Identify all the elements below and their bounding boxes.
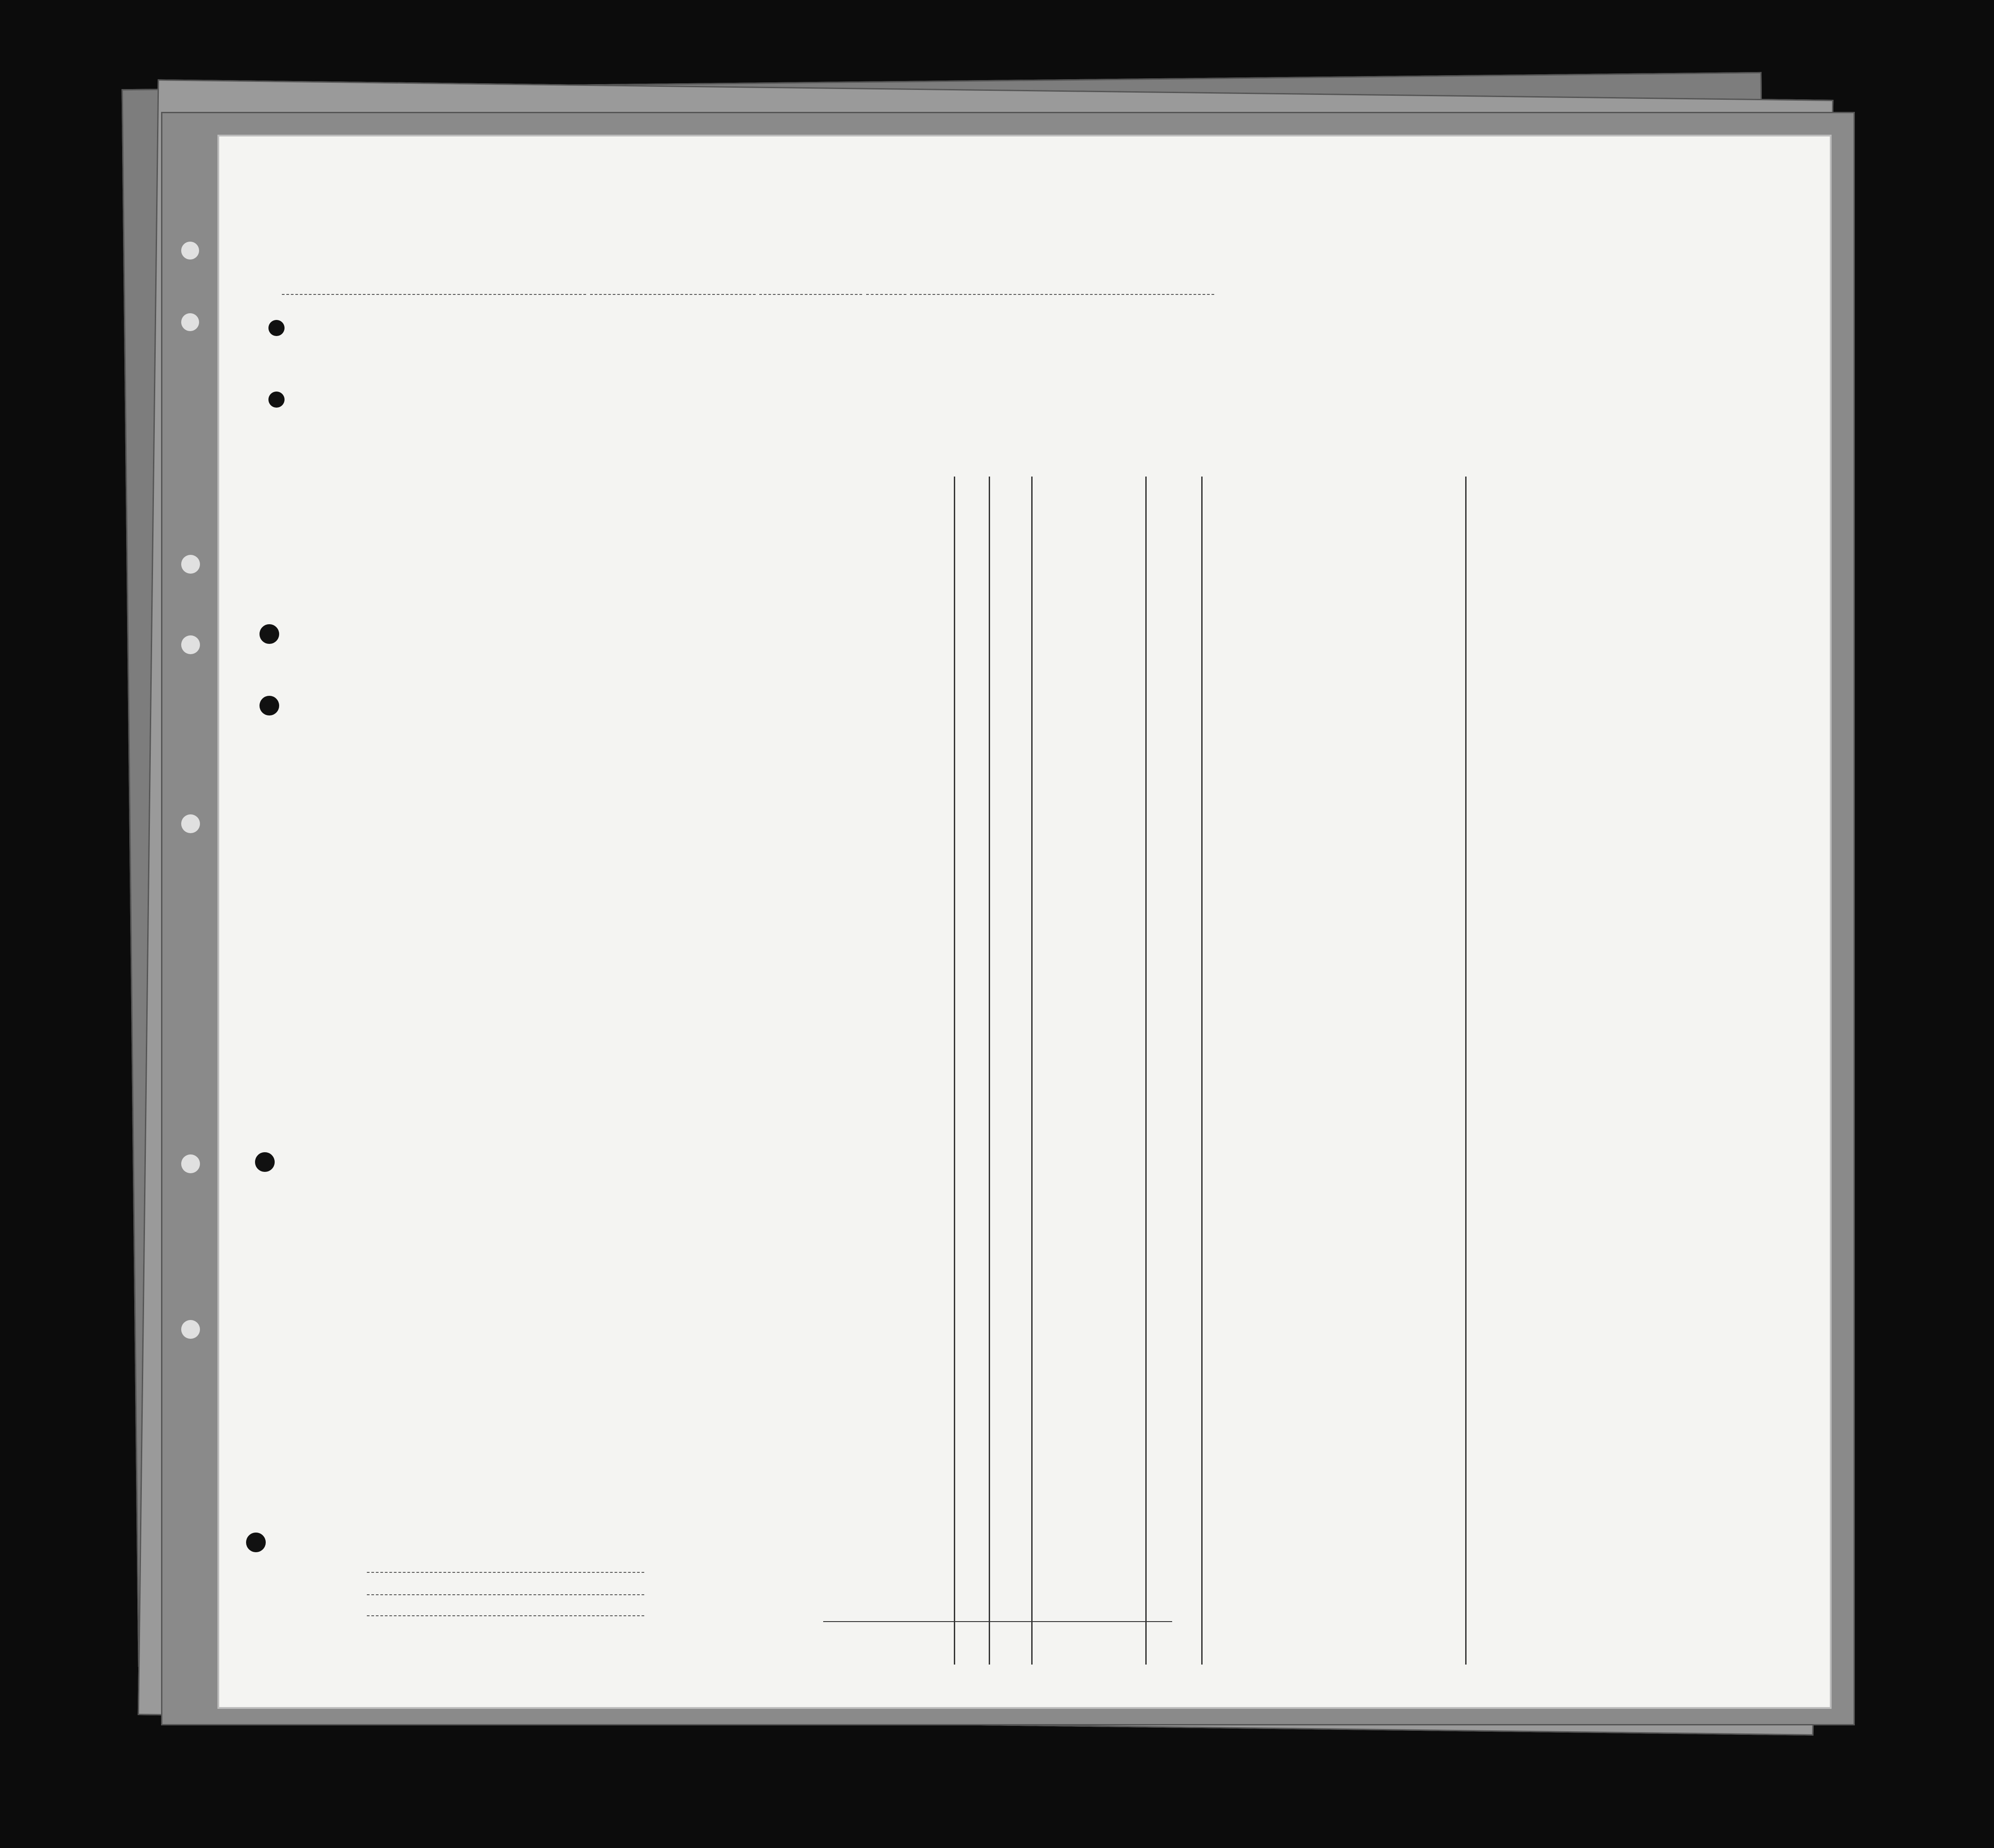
agents-value [367, 1615, 644, 1616]
ditto-line-physical [1465, 477, 1467, 1665]
binder-hole [181, 814, 200, 833]
ditto-line-discharged [989, 477, 990, 1665]
ditto-line-nationality [1201, 477, 1203, 1665]
line-value [367, 1572, 644, 1573]
manifest-grid [219, 136, 1830, 1707]
ditto-line-race [1145, 477, 1147, 1665]
binder-hole [181, 242, 199, 260]
ditto-line-where [954, 477, 955, 1665]
binder-hole [181, 1154, 200, 1173]
manifest-sheet [219, 136, 1830, 1707]
binder-hole [181, 635, 200, 654]
owners-value [367, 1594, 644, 1595]
binder-hole [181, 313, 199, 331]
ditto-line-read [1031, 477, 1033, 1665]
binder-hole [181, 555, 200, 574]
signature-line [823, 1621, 1172, 1622]
binder-hole [181, 1320, 200, 1339]
